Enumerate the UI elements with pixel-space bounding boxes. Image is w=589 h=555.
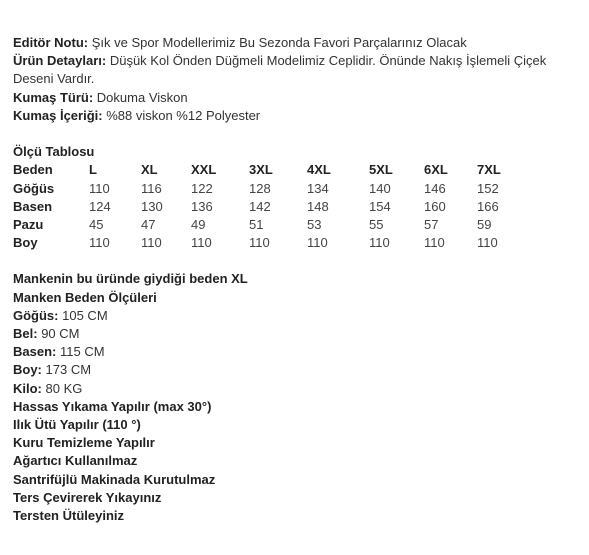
size-header-cell: 3XL — [249, 162, 273, 178]
size-table-title: Ölçü Tablosu — [13, 144, 95, 160]
row-label: Göğüs — [13, 180, 55, 196]
fabric-type-label: Kumaş Türü: — [13, 89, 94, 105]
table-cell: 116 — [141, 180, 162, 196]
table-cell: 49 — [191, 216, 206, 232]
product-details — [13, 52, 585, 88]
editor-note — [13, 34, 589, 52]
table-cell: 110 — [477, 235, 498, 251]
measure-value: 105 CM — [62, 307, 108, 323]
table-cell: 51 — [249, 216, 264, 232]
table-cell: 45 — [89, 216, 104, 232]
row-label: Pazu — [13, 216, 44, 232]
care-instruction: Hassas Yıkama Yapılır (max 30°) — [13, 398, 212, 414]
size-table-row — [13, 198, 589, 216]
size-header-cell: XXL — [191, 162, 217, 178]
table-cell: 160 — [424, 198, 446, 214]
size-table-row — [13, 234, 589, 252]
fabric-content-value: %88 viskon %12 Polyester — [106, 107, 261, 123]
table-cell: 110 — [191, 235, 212, 251]
table-cell: 140 — [369, 180, 391, 196]
table-cell: 134 — [307, 180, 329, 196]
table-cell: 53 — [307, 216, 322, 232]
size-header-cell: XL — [141, 162, 158, 178]
table-cell: 59 — [477, 216, 492, 232]
size-header-cell: 4XL — [307, 162, 331, 178]
table-cell: 110 — [89, 235, 110, 251]
measure-value: 115 CM — [59, 344, 105, 360]
table-cell: 110 — [89, 180, 110, 196]
table-cell: 110 — [369, 235, 390, 251]
product-details-label: Ürün Detayları: — [13, 53, 107, 69]
fabric-content-label: Kumaş İçeriği: — [13, 107, 103, 123]
size-header-cell: L — [89, 162, 97, 178]
measure-label: Bel: — [13, 326, 38, 342]
table-cell: 122 — [191, 180, 213, 196]
table-cell: 47 — [141, 216, 156, 232]
table-cell: 146 — [424, 180, 446, 196]
model-measure-height — [13, 361, 589, 379]
row-label: Basen — [13, 198, 53, 214]
table-cell: 55 — [369, 216, 384, 232]
table-cell: 152 — [477, 180, 499, 196]
care-instruction: Ilık Ütü Yapılır (110 °) — [13, 416, 141, 432]
table-cell: 124 — [89, 198, 111, 214]
table-cell: 166 — [477, 198, 499, 214]
table-cell: 128 — [249, 180, 271, 196]
table-cell: 142 — [249, 198, 271, 214]
care-instruction: Ağartıcı Kullanılmaz — [13, 453, 138, 469]
fabric-type-value: Dokuma Viskon — [96, 89, 188, 105]
model-measure-hip — [13, 343, 589, 361]
size-header-cell: 6XL — [424, 162, 448, 178]
table-cell: 57 — [424, 216, 439, 232]
size-header-cell: 5XL — [369, 162, 393, 178]
measure-value: 173 CM — [45, 362, 92, 378]
measure-label: Kilo: — [13, 380, 42, 396]
model-measure-title: Manken Beden Ölçüleri — [13, 289, 157, 305]
fabric-type — [13, 89, 589, 107]
model-measure-weight — [13, 380, 589, 398]
measure-label: Göğüs: — [13, 307, 59, 323]
measure-value: 90 CM — [41, 326, 80, 342]
model-measure-chest — [13, 307, 589, 325]
measure-value: 80 KG — [45, 380, 83, 396]
table-cell: 130 — [141, 198, 163, 214]
row-label: Boy — [13, 235, 38, 251]
size-header-label: Beden — [13, 162, 53, 178]
measure-label: Boy: — [13, 362, 42, 378]
care-instruction: Santrifüjlü Makinada Kurutulmaz — [13, 471, 216, 487]
model-measure-waist — [13, 325, 589, 343]
editor-note-value: Şık ve Spor Modellerimiz Bu Sezonda Favori Parçalarınız Olacak — [91, 35, 467, 50]
model-worn-size: Mankenin bu üründe giydiği beden XL — [13, 271, 248, 287]
table-cell: 148 — [307, 198, 329, 214]
measure-label: Basen: — [13, 344, 57, 360]
size-table-row — [13, 180, 589, 198]
table-cell: 154 — [369, 198, 391, 214]
table-cell: 110 — [249, 235, 270, 251]
table-cell: 110 — [141, 235, 162, 251]
editor-note-label: Editör Notu: — [13, 35, 89, 50]
product-details-value: Düşük Kol Önden Düğmeli Modelimiz Ceplidir. Önünde Nakış İşlemeli Çiçek Deseni Vardır. — [13, 53, 547, 87]
size-header-cell: 7XL — [477, 162, 501, 178]
table-cell: 110 — [307, 235, 328, 251]
care-instruction: Tersten Ütüleyiniz — [13, 507, 125, 523]
fabric-content — [13, 107, 589, 125]
table-cell: 136 — [191, 198, 213, 214]
size-table-row — [13, 216, 589, 234]
care-instruction: Kuru Temizleme Yapılır — [13, 435, 155, 451]
table-cell: 110 — [424, 235, 445, 251]
size-table-header — [13, 161, 589, 179]
care-instruction: Ters Çevirerek Yıkayınız — [13, 489, 162, 505]
